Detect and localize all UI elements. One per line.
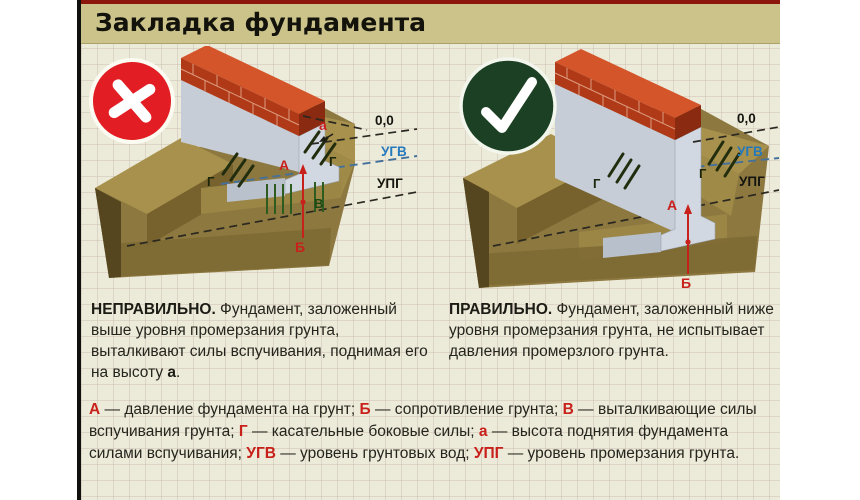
title-bar [81, 4, 780, 44]
legend-text-G: — касательные боковые силы; [247, 423, 479, 440]
label-G-left: Г [593, 176, 601, 191]
legend-key-A: А [89, 401, 101, 418]
label-ugv: УГВ [381, 144, 407, 159]
caption-correct [449, 299, 779, 362]
label-B: Б [681, 275, 692, 291]
label-V: В [314, 196, 324, 211]
legend-key-G: Г [238, 423, 248, 440]
label-G-right: Г [329, 154, 337, 169]
caption-wrong-letter: а [167, 364, 177, 381]
label-zero-level: 0,0 [375, 113, 394, 128]
label-A: А [667, 197, 678, 213]
page-title: Закладка фундамента [95, 8, 426, 37]
legend-text-A: — давление фундамента на грунт; [100, 401, 360, 418]
caption-wrong-end: . [176, 364, 181, 381]
label-zero-level: 0,0 [737, 111, 756, 126]
legend-text-ugv: — уровень грунтовых вод; [275, 445, 474, 462]
label-upg: УПГ [377, 176, 403, 191]
label-ugv: УГВ [737, 144, 763, 159]
legend-key-V: В [562, 401, 574, 418]
caption-wrong-body: Фундамент, заложенный выше уровня промерзания грунта, выталкивают силы вспучивания, поднимая его на высоту [91, 301, 428, 381]
legend-key-B: Б [359, 401, 371, 418]
label-G-left: Г [207, 174, 215, 189]
legend-key-a: а [478, 423, 488, 440]
caption-correct-heading: ПРАВИЛЬНО. [449, 301, 553, 318]
label-G-right: Г [699, 166, 707, 181]
label-a-small: а [319, 117, 327, 133]
legend-key-upg: УПГ [473, 445, 504, 462]
stage [81, 0, 780, 500]
label-upg: УПГ [739, 174, 765, 189]
legend-text-B: — сопротивление грунта; [370, 401, 563, 418]
legend [89, 399, 781, 465]
caption-wrong-heading: НЕПРАВИЛЬНО. [91, 301, 216, 318]
label-A: А [279, 157, 290, 173]
legend-text-a: — высота поднятия фундамента силами вспучивания; [89, 423, 729, 462]
legend-key-ugv: УГВ [246, 445, 276, 462]
cross-icon [87, 56, 177, 146]
caption-correct-body: Фундамент, заложенный ниже уровня промерзания грунта, не испытывает давления промерзлого грунта. [449, 301, 774, 360]
legend-text-V: — выталкивающие силы вспучивания грунта; [89, 401, 757, 440]
label-B: Б [295, 239, 306, 255]
caption-wrong [91, 299, 437, 383]
legend-text-upg: — уровень промерзания грунта. [503, 445, 740, 462]
check-icon [457, 55, 559, 157]
